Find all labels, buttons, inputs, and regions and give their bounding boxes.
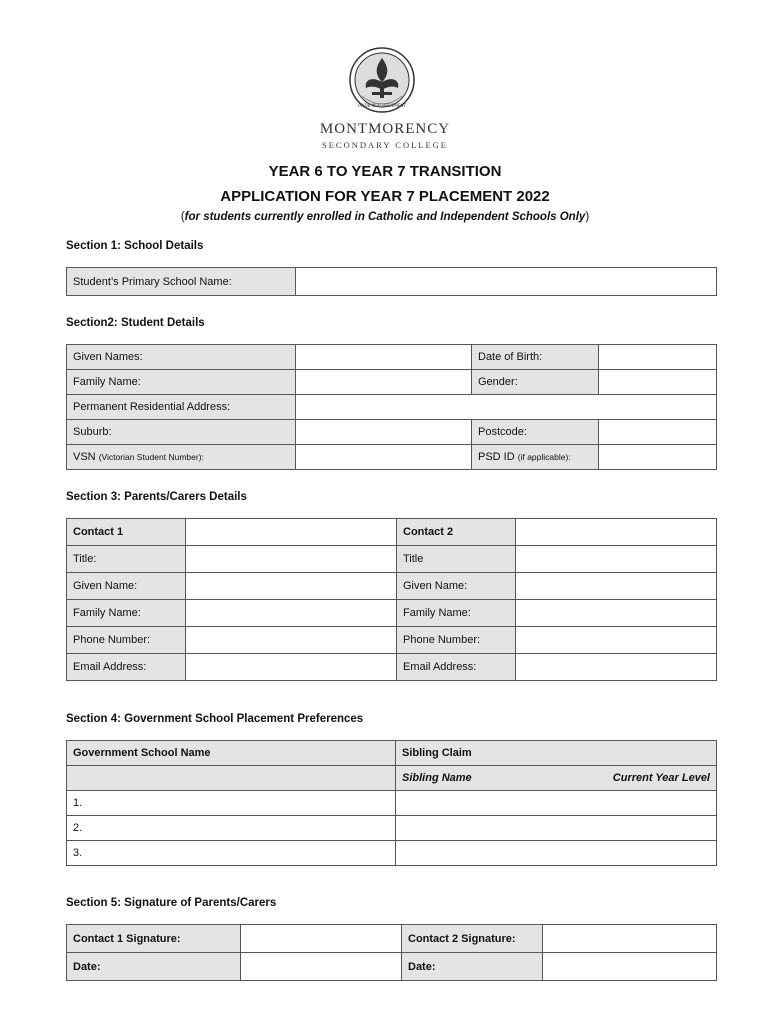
section1-heading: Section 1: School Details <box>66 240 204 252</box>
school-name: MONTMORENCY <box>319 121 451 137</box>
contact1-header: Contact 1 <box>67 519 186 546</box>
postcode-field[interactable] <box>599 420 717 445</box>
contact1-email-field[interactable] <box>186 654 397 681</box>
sibling-subheader <box>396 766 717 791</box>
form-title-line1: YEAR 6 TO YEAR 7 TRANSITION <box>268 163 502 180</box>
dob-label: Date of Birth: <box>472 345 599 370</box>
school-crest-logo <box>348 46 416 114</box>
contact1-given-label: Given Name: <box>67 573 186 600</box>
logo-motto: PRIDE IN ACHIEVEMENT <box>358 103 406 108</box>
contact1-phone-label: Phone Number: <box>67 627 186 654</box>
contact1-family-label: Family Name: <box>67 600 186 627</box>
signature-table <box>66 924 717 981</box>
contact2-title-label: Title <box>397 546 516 573</box>
contact1-given-field[interactable] <box>186 573 397 600</box>
contact1-family-field[interactable] <box>186 600 397 627</box>
contact2-given-field[interactable] <box>516 573 717 600</box>
vsn-field[interactable] <box>296 445 472 470</box>
postcode-label: Postcode: <box>472 420 599 445</box>
primary-school-field[interactable] <box>296 268 717 296</box>
gov-school-name-header: Government School Name <box>67 741 396 766</box>
section4-heading: Section 4: Government School Placement Preferences <box>66 713 364 725</box>
contact2-title-field[interactable] <box>516 546 717 573</box>
form-title-line2: APPLICATION FOR YEAR 7 PLACEMENT 2022 <box>220 188 550 205</box>
contact2-phone-label: Phone Number: <box>397 627 516 654</box>
given-names-field[interactable] <box>296 345 472 370</box>
given-names-label: Given Names: <box>67 345 296 370</box>
contact1-title-label: Title: <box>67 546 186 573</box>
address-label: Permanent Residential Address: <box>67 395 296 420</box>
sibling-row-2[interactable] <box>396 816 717 841</box>
section5-heading: Section 5: Signature of Parents/Carers <box>66 897 277 909</box>
school-details-table <box>66 267 717 296</box>
section2-heading: Section2: Student Details <box>66 317 205 329</box>
contact2-signature-label: Contact 2 Signature: <box>402 925 543 953</box>
contact1-phone-field[interactable] <box>186 627 397 654</box>
student-details-table <box>66 344 717 470</box>
primary-school-label: Student’s Primary School Name: <box>67 268 296 296</box>
family-name-field[interactable] <box>296 370 472 395</box>
suburb-label: Suburb: <box>67 420 296 445</box>
contact1-signature-label: Contact 1 Signature: <box>67 925 241 953</box>
contact2-header-field[interactable] <box>516 519 717 546</box>
gender-label: Gender: <box>472 370 599 395</box>
contact2-signature-field[interactable] <box>543 925 717 953</box>
school-subtitle: SECONDARY COLLEGE <box>321 140 448 150</box>
preference-row-3[interactable]: 3. <box>67 841 396 866</box>
contact1-header-field[interactable] <box>186 519 397 546</box>
contact2-date-field[interactable] <box>543 953 717 981</box>
form-title-line3: (for students currently enrolled in Catholic and Independent Schools Only) <box>180 211 590 223</box>
preference-row-1[interactable]: 1. <box>67 791 396 816</box>
contact1-date-label: Date: <box>67 953 241 981</box>
psd-field[interactable] <box>599 445 717 470</box>
contact2-phone-field[interactable] <box>516 627 717 654</box>
dob-field[interactable] <box>599 345 717 370</box>
gender-field[interactable] <box>599 370 717 395</box>
sibling-row-3[interactable] <box>396 841 717 866</box>
contact2-email-field[interactable] <box>516 654 717 681</box>
sibling-name-header: Sibling Name <box>402 772 472 784</box>
contact1-date-field[interactable] <box>241 953 402 981</box>
contact2-given-label: Given Name: <box>397 573 516 600</box>
family-name-label: Family Name: <box>67 370 296 395</box>
contact2-family-field[interactable] <box>516 600 717 627</box>
sibling-claim-header: Sibling Claim <box>396 741 717 766</box>
section3-heading: Section 3: Parents/Carers Details <box>66 491 247 503</box>
parents-details-table <box>66 518 717 681</box>
placement-preferences-table <box>66 740 717 866</box>
year-level-header: Current Year Level <box>612 772 710 784</box>
contact1-signature-field[interactable] <box>241 925 402 953</box>
psd-label: PSD ID (if applicable): <box>472 445 599 470</box>
address-field[interactable] <box>296 395 717 420</box>
contact2-date-label: Date: <box>402 953 543 981</box>
preference-row-2[interactable]: 2. <box>67 816 396 841</box>
sibling-row-1[interactable] <box>396 791 717 816</box>
contact1-title-field[interactable] <box>186 546 397 573</box>
suburb-field[interactable] <box>296 420 472 445</box>
contact1-email-label: Email Address: <box>67 654 186 681</box>
gov-school-subheader <box>67 766 396 791</box>
vsn-label: VSN (Victorian Student Number): <box>67 445 296 470</box>
contact2-email-label: Email Address: <box>397 654 516 681</box>
contact2-family-label: Family Name: <box>397 600 516 627</box>
contact2-header: Contact 2 <box>397 519 516 546</box>
